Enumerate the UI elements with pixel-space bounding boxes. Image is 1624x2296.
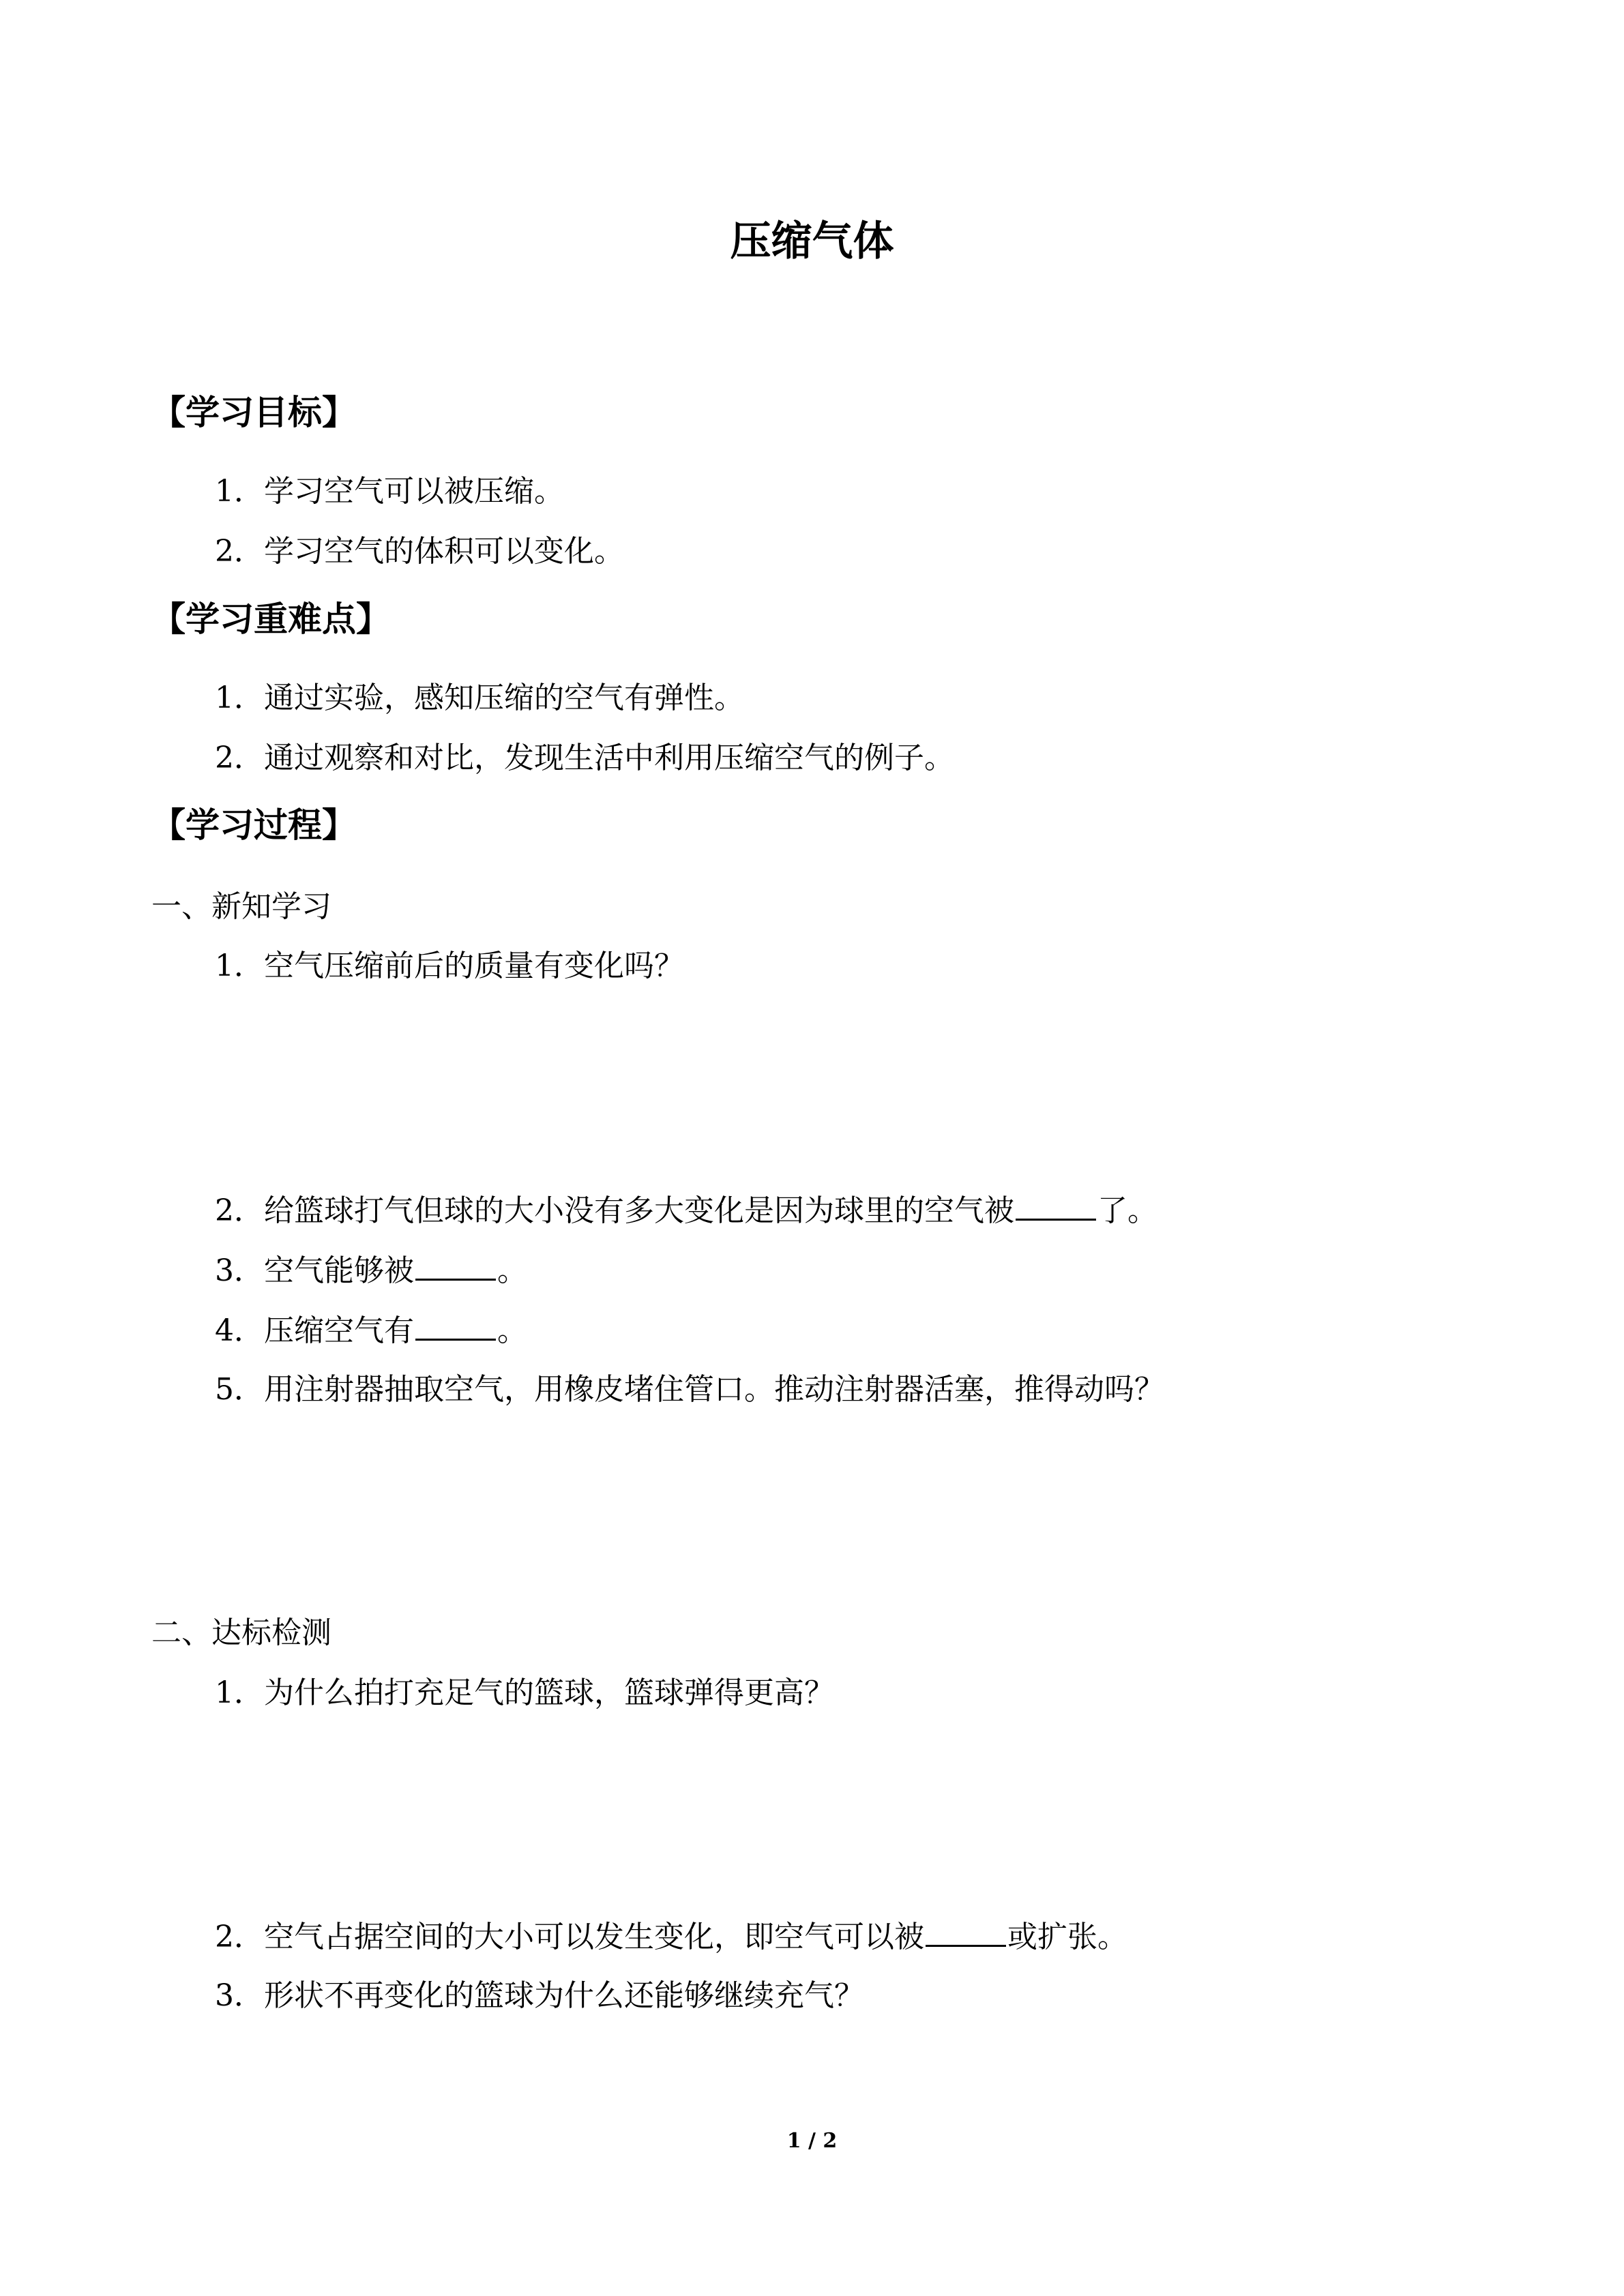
goals-heading: 【学习目标】	[151, 392, 356, 432]
answer-blank[interactable]	[415, 1311, 496, 1341]
goal-item: 1．学习空气可以被压缩。	[215, 474, 564, 509]
assessment-question-2-text: 2．空气占据空间的大小可以发生变化，即空气可以被	[215, 1920, 924, 1954]
assessment-question-2	[215, 1918, 1127, 1956]
question-3-text: 3．空气能够被	[215, 1253, 414, 1288]
section-title-new-knowledge: 一、新知学习	[151, 889, 331, 924]
question-4	[215, 1311, 527, 1350]
question-4-suffix: 。	[497, 1313, 527, 1348]
assessment-question-3: 3．形状不再变化的篮球为什么还能够继续充气？	[215, 1978, 864, 2013]
question-2	[215, 1191, 1157, 1229]
assessment-question-2-suffix: 或扩张。	[1007, 1920, 1127, 1954]
key-point-item: 2．通过观察和对比，发现生活中利用压缩空气的例子。	[215, 741, 954, 775]
question-4-text: 4．压缩空气有	[215, 1313, 414, 1348]
question-2-text: 2．给篮球打气但球的大小没有多大变化是因为球里的空气被	[215, 1193, 1014, 1228]
answer-blank[interactable]	[926, 1918, 1006, 1947]
page-title: 压缩气体	[730, 218, 894, 265]
key-points-heading: 【学习重难点】	[151, 599, 390, 639]
process-heading: 【学习过程】	[151, 805, 356, 845]
question-5: 5．用注射器抽取空气，用橡皮堵住管口。推动注射器活塞，推得动吗？	[215, 1372, 1164, 1407]
question-2-suffix: 了。	[1097, 1193, 1157, 1228]
key-point-item: 1．通过实验，感知压缩的空气有弹性。	[215, 681, 744, 715]
question-3	[215, 1251, 527, 1289]
answer-blank[interactable]	[1016, 1191, 1096, 1221]
section-title-assessment: 二、达标检测	[151, 1615, 331, 1650]
answer-blank[interactable]	[415, 1251, 496, 1281]
assessment-question-1: 1．为什么拍打充足气的篮球，篮球弹得更高？	[215, 1675, 834, 1710]
page-number: 1 / 2	[786, 2129, 838, 2153]
goal-item: 2．学习空气的体积可以变化。	[215, 534, 624, 569]
question-1: 1．空气压缩前后的质量有变化吗？	[215, 949, 684, 983]
question-3-suffix: 。	[497, 1253, 527, 1288]
